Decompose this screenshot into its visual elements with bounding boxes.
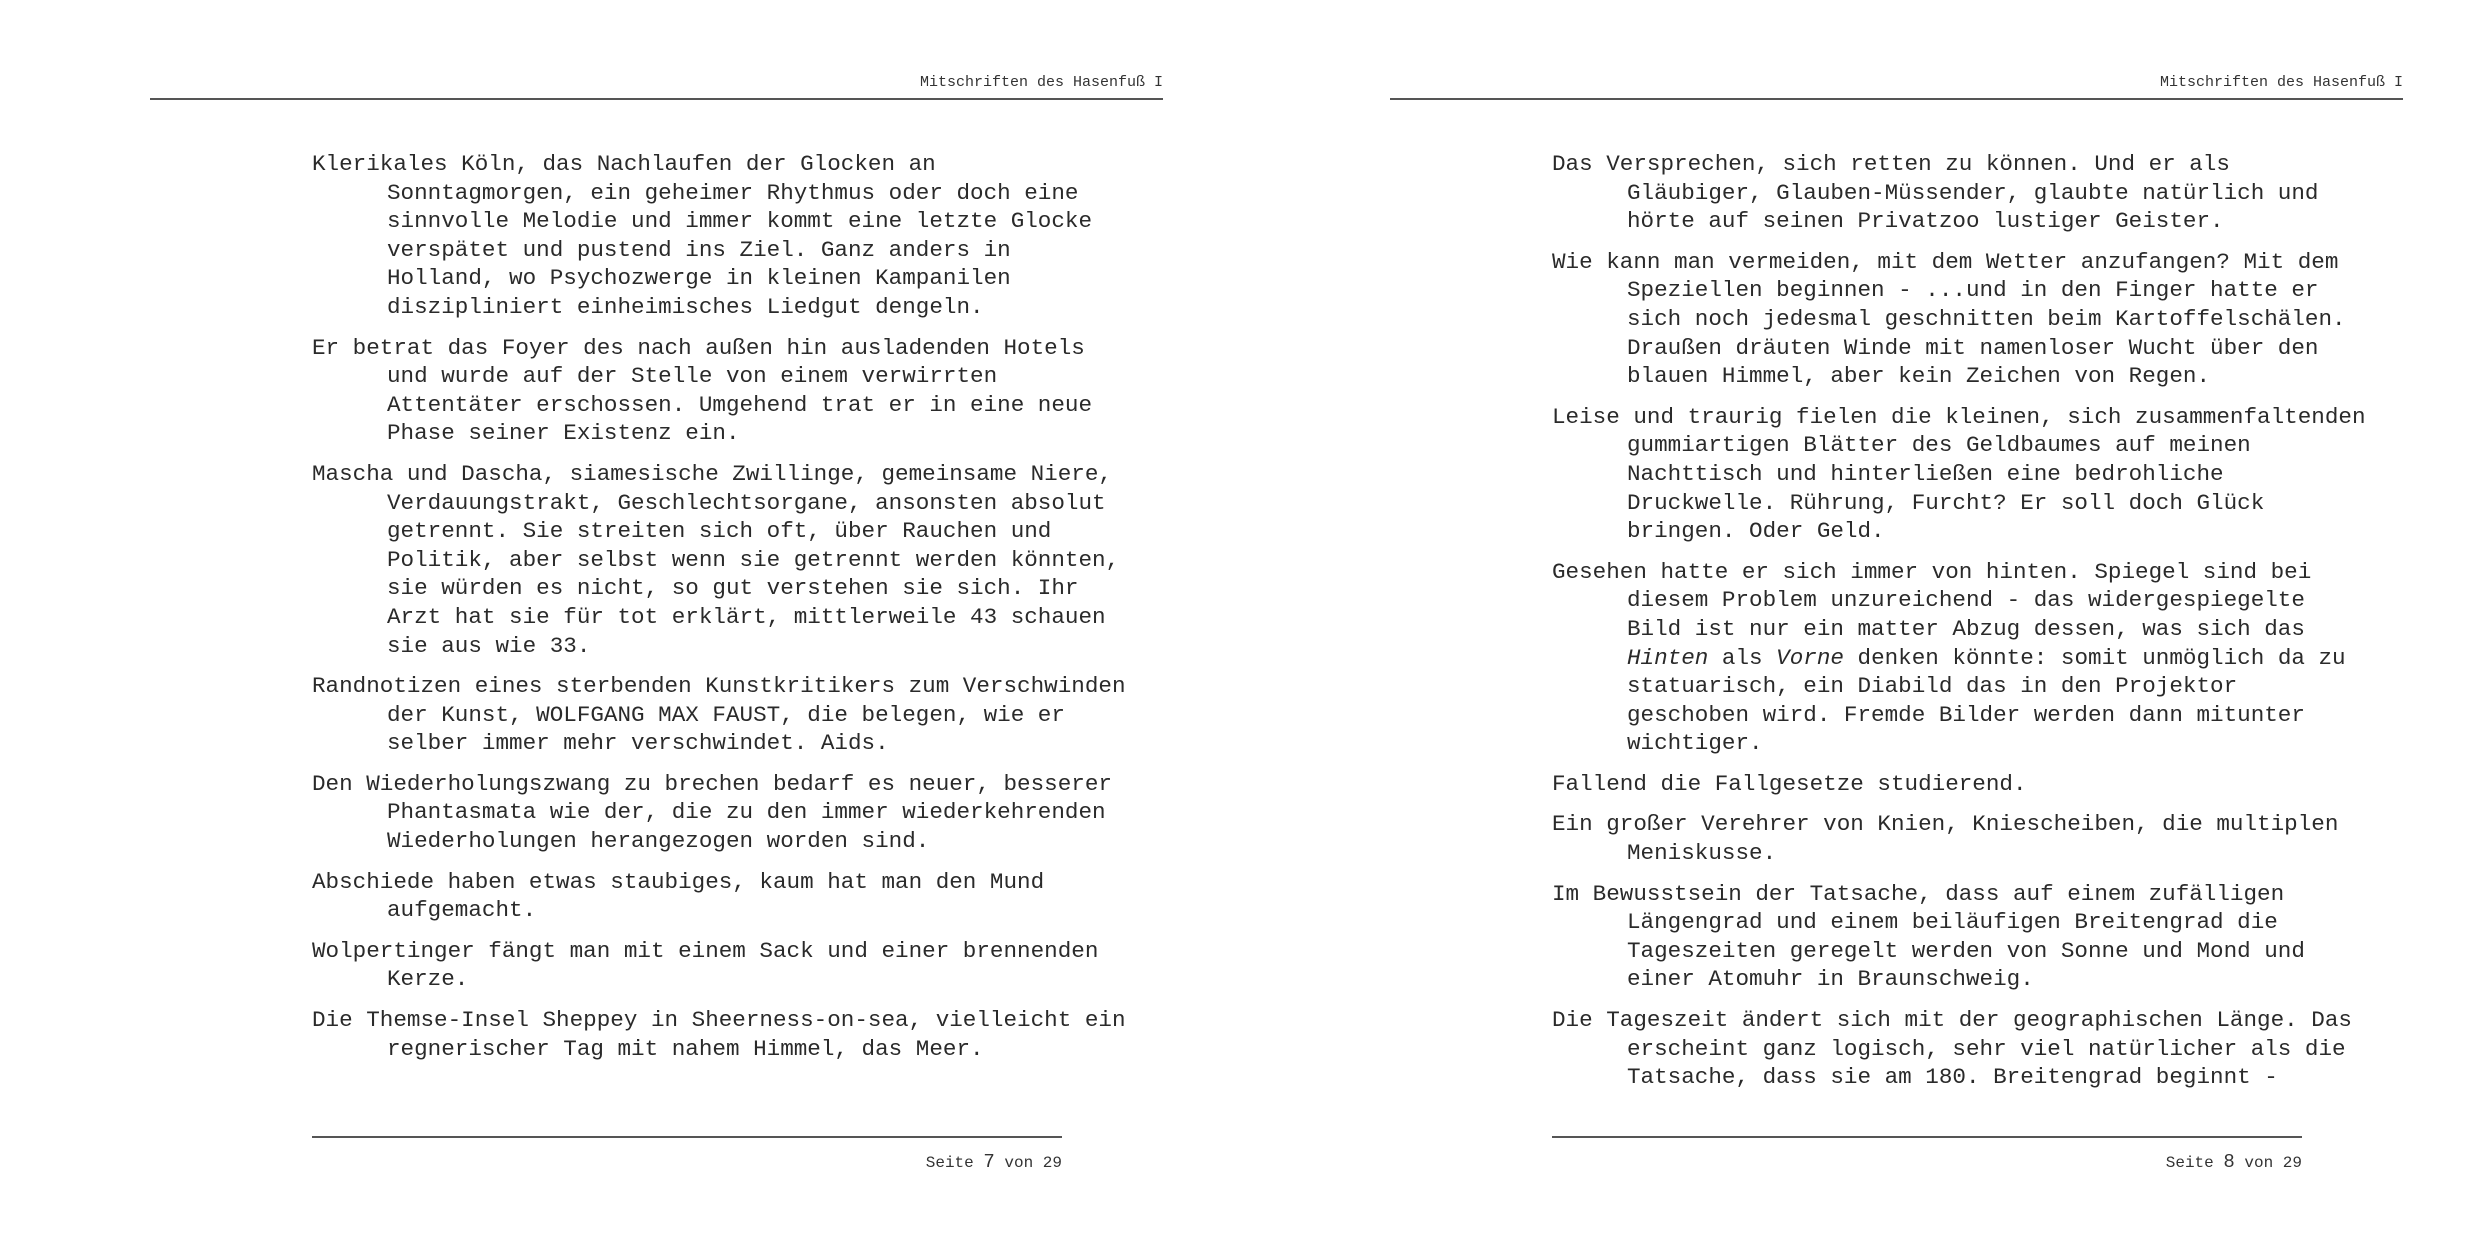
paragraph: Gesehen hatte er sich immer von hinten. Spiegel sind bei diesem Problem unzureichend - das widergespiegelte Bild ist nur ein matter Abzug dessen, was sich das Hinten als Vorne denken könnte: somit unmöglich da zu statuarisch, ein Diabild das in den Projektor geschoben wird. Fremde Bilder werden dann mitunter wichtiger. xyxy=(1552,558,2346,757)
emphasis: Hinten xyxy=(1627,644,1709,671)
paragraph: Wolpertinger fängt man mit einem Sack und einer brennenden Kerze. xyxy=(312,937,1099,993)
page-footer xyxy=(312,1150,1062,1175)
paragraph: Klerikales Köln, das Nachlaufen der Glocken an Sonntagmorgen, ein geheimer Rhythmus oder doch eine sinnvolle Melodie und immer kommt eine letzte Glocke verspätet und pustend ins Ziel. Ganz anders in Holland, wo Psychozwerge in kleinen Kampanilen diszipliniert einheimisches Liedgut dengeln. xyxy=(312,151,1093,320)
paragraph: Im Bewusstsein der Tatsache, dass auf einem zufälligen Längengrad und einem beiläufigen Breitengrad die Tageszeiten geregelt werden von Sonne und Mond und einer Atomuhr in Braunschweig. xyxy=(1552,880,2305,993)
page-body xyxy=(312,150,1132,1075)
page-number: 7 xyxy=(983,1151,995,1173)
footer-prefix: Seite xyxy=(2165,1154,2214,1172)
paragraph: Die Tageszeit ändert sich mit der geographischen Länge. Das erscheint ganz logisch, sehr viel natürlicher als die Tatsache, dass sie am 180. Breitengrad beginnt - xyxy=(1552,1007,2352,1091)
paragraph: Er betrat das Foyer des nach außen hin ausladenden Hotels und wurde auf der Stelle von einem verwirrten Attentäter erschossen. Umgehend trat er in eine neue Phase seiner Existenz ein. xyxy=(312,334,1093,447)
footer-middle: von xyxy=(2244,1154,2274,1172)
paragraph: Leise und traurig fielen die kleinen, sich zusammenfaltenden gummiartigen Blätter des Geldbaumes auf meinen Nachttisch und hinterließen eine bedrohliche Druckwelle. Rührung, Furcht? Er soll doch Glück bringen. Oder Geld. xyxy=(1552,403,2366,545)
footer-prefix: Seite xyxy=(925,1154,974,1172)
footer-middle: von xyxy=(1004,1154,1034,1172)
right-page xyxy=(1240,0,2480,1240)
footer-rule xyxy=(312,1136,1062,1138)
footer-rule xyxy=(1552,1136,2302,1138)
page-body xyxy=(1552,150,2372,1104)
paragraph: Wie kann man vermeiden, mit dem Wetter anzufangen? Mit dem Speziellen beginnen - ...und in den Finger hatte er sich noch jedesmal geschnitten beim Kartoffelschälen. Draußen dräuten Winde mit namenloser Wucht über den blauen Himmel, aber kein Zeichen von Regen. xyxy=(1552,248,2346,390)
page-total: 29 xyxy=(1042,1154,1062,1172)
paragraph: Randnotizen eines sterbenden Kunstkritikers zum Verschwinden der Kunst, WOLFGANG MAX FAUST, die belegen, wie er selber immer mehr verschwindet. Aids. xyxy=(312,673,1126,757)
paragraph: Mascha und Dascha, siamesische Zwillinge, gemeinsame Niere, Verdauungstrakt, Geschlechtsorgane, ansonsten absolut getrennt. Sie streiten sich oft, über Rauchen und Politik, aber selbst wenn sie getrennt werden könnten, sie würden es nicht, so gut verstehen sie sich. Ihr Arzt hat sie für tot erklärt, mittlerweile 43 schauen sie aus wie 33. xyxy=(312,460,1120,659)
emphasis: Vorne xyxy=(1776,644,1844,671)
page-footer xyxy=(1552,1150,2302,1175)
paragraph: Den Wiederholungszwang zu brechen bedarf es neuer, besserer Phantasmata wie der, die zu den immer wiederkehrenden Wiederholungen herangezogen worden sind. xyxy=(312,770,1112,855)
running-header: Mitschriften des Hasenfuß I xyxy=(150,72,1163,100)
paragraph: Das Versprechen, sich retten zu können. Und er als Gläubiger, Glauben-Müssender, glaubte natürlich und hörte auf seinen Privatzoo lustiger Geister. xyxy=(1552,151,2319,235)
paragraph: Abschiede haben etwas staubiges, kaum hat man den Mund aufgemacht. xyxy=(312,868,1045,924)
page-total: 29 xyxy=(2282,1154,2302,1172)
paragraph: Ein großer Verehrer von Knien, Kniescheiben, die multiplen Meniskusse. xyxy=(1552,811,2339,867)
page-number: 8 xyxy=(2223,1151,2235,1173)
paragraph: Die Themse-Insel Sheppey in Sheerness-on-sea, vielleicht ein regnerischer Tag mit nahem Himmel, das Meer. xyxy=(312,1007,1126,1062)
paragraph: Fallend die Fallgesetze studierend. xyxy=(1552,770,2027,797)
running-header: Mitschriften des Hasenfuß I xyxy=(1390,72,2403,100)
